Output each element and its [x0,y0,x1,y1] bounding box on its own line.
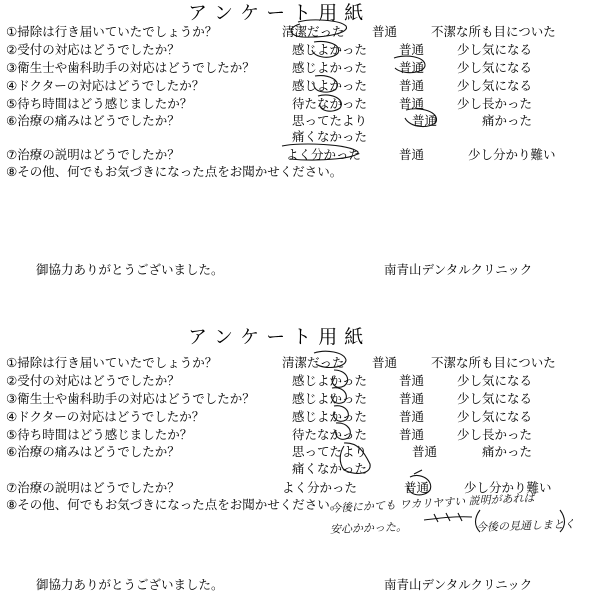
option-normal: 普通 [404,480,430,495]
clinic-name: 南青山デンタルクリニック [384,262,533,277]
question-2: ②受付の対応はどうでしたか？ [6,42,180,57]
option-concern: 少し気になる [457,78,533,93]
question-7: ⑦治療の説明はどうでしたか？ [6,480,180,495]
option-no-wait: 待たなかった [292,96,368,111]
option-pleasant: 感じよかった [292,391,368,406]
option-pleasant: 感じよかった [292,78,368,93]
handwritten-comment-line3: 今後の見通しまとく [475,517,576,534]
option-pleasant: 感じよかった [292,42,368,57]
question-5: ⑤待ち時間はどう感じましたか？ [6,96,193,111]
option-normal: 普通 [399,427,425,442]
handwritten-comment-line1: 今後にかても ワカリヤすい 説明があれば [329,491,535,515]
option-normal: 普通 [412,113,438,128]
option-normal: 普通 [399,42,425,57]
option-long: 少し長かった [457,427,533,442]
option-concern: 少し気になる [457,391,533,406]
option-painful: 痛かった [482,444,533,459]
option-less-pain-line2: 痛くなかった [292,461,368,476]
form-title: ア ン ケ ー ト 用 紙 [188,2,364,24]
option-less-pain-line2: 痛くなかった [292,129,368,144]
option-painful: 痛かった [482,113,533,128]
option-understood: よく分かった [286,147,362,162]
question-7: ⑦治療の説明はどうでしたか？ [6,147,180,162]
option-clean: 清潔だった [282,355,345,370]
option-normal: 普通 [399,391,425,406]
option-normal: 普通 [399,147,425,162]
option-pleasant: 感じよかった [292,409,368,424]
thanks-text: 御協力ありがとうございました。 [36,262,224,277]
question-3: ③衛生士や歯科助手の対応はどうでしたか？ [6,60,255,75]
option-concern: 少し気になる [457,60,533,75]
question-1: ①掃除は行き届いていたでしょうか？ [6,24,218,39]
question-2: ②受付の対応はどうでしたか？ [6,373,180,388]
question-6: ⑥治療の痛みはどうでしたか？ [6,113,180,128]
option-understood: よく分かった [282,480,358,495]
clinic-name: 南青山デンタルクリニック [384,577,533,592]
option-long: 少し長かった [457,96,533,111]
option-dirty: 不潔な所も目についた [431,355,556,370]
option-dirty: 不潔な所も目についた [431,24,556,39]
option-less-pain: 思ってたより [292,113,368,128]
thanks-text: 御協力ありがとうございました。 [36,577,224,592]
question-1: ①掃除は行き届いていたでしょうか？ [6,355,218,370]
option-clean: 清潔だった [282,24,345,39]
form-title: ア ン ケ ー ト 用 紙 [188,326,364,348]
option-normal: 普通 [399,60,425,75]
option-normal: 普通 [372,355,398,370]
question-3: ③衛生士や歯科助手の対応はどうでしたか？ [6,391,255,406]
option-normal: 普通 [399,78,425,93]
question-8: ⑧その他、何でもお気づきになった点をお聞かせください。 [6,164,343,179]
option-normal: 普通 [399,373,425,388]
option-normal: 普通 [372,24,398,39]
option-pleasant: 感じよかった [292,60,368,75]
option-concern: 少し気になる [457,409,533,424]
question-4: ④ドクターの対応はどうでしたか？ [6,78,205,93]
option-no-wait: 待たなかった [292,427,368,442]
scribble-mark [434,513,462,522]
question-4: ④ドクターの対応はどうでしたか？ [6,409,205,424]
option-hard-to-understand: 少し分かり難い [468,147,556,162]
question-8: ⑧その他、何でもお気づきになった点をお聞かせください。 [6,497,343,512]
handwritten-comment-line2: 安心かかった。 [329,520,408,536]
option-less-pain: 思ってたより [292,444,368,459]
question-6: ⑥治療の痛みはどうでしたか？ [6,444,180,459]
option-normal: 普通 [399,409,425,424]
option-hard-to-understand: 少し分かり難い [464,480,552,495]
option-concern: 少し気になる [457,42,533,57]
option-concern: 少し気になる [457,373,533,388]
option-pleasant: 感じよかった [292,373,368,388]
option-normal: 普通 [412,444,438,459]
option-normal: 普通 [399,96,425,111]
question-5: ⑤待ち時間はどう感じましたか？ [6,427,193,442]
strikethrough-mark [424,517,472,520]
